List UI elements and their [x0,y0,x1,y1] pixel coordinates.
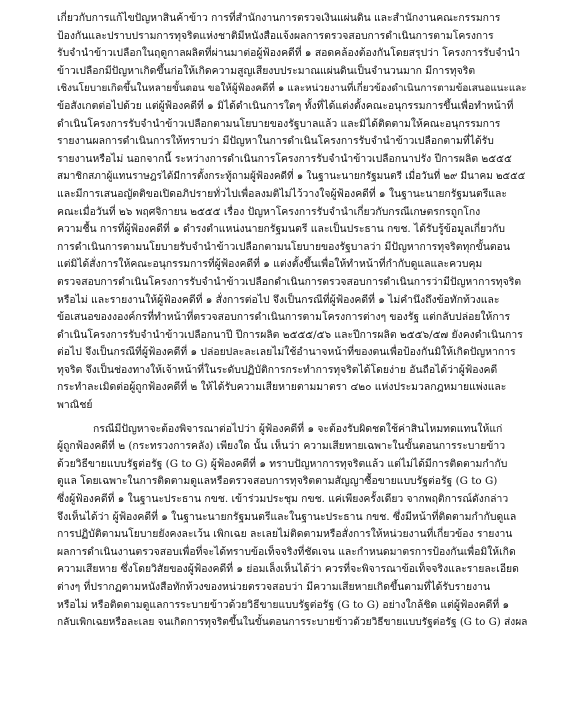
text-line: จึงเห็นได้ว่า ผู้ฟ้องคดีที่ ๑ ในฐานะนายกรัฐมนตรีและในฐานะประธาน กขช. ซึ่งมีหน้าที่ติดตามกำกับดูแล [57,510,517,523]
text-line: ดูแล โดยเฉพาะในการติดตามดูแลหรือตรวจสอบการทุจริตตามสัญญาซื้อขายแบบรัฐต่อรัฐ (G to G) [57,475,498,488]
text-line: แต่มิได้สั่งการให้คณะอนุกรรมการที่ผู้ฟ้องคดีที่ ๑ แต่งตั้งขึ้นเพื่อให้ทำหน้าที่กำกับดูแลและควบคุม [57,258,483,271]
text-line: รายงานหรือไม่ นอกจากนี้ ระหว่างการดำเนินการโครงการรับจำนำข้าวเปลือกนาปรัง ปีการผลิต ๒๕๕๕ [57,152,512,165]
text-line: การปฏิบัติตามนโยบายยังคงละเว้น เพิกเฉย ละเลยไม่ติดตามหรือสั่งการให้หน่วยงานที่เกี่ยวข้อง รายงาน [57,528,513,541]
paragraph-2 [57,421,527,632]
text-line: ความชื้น การที่ผู้ฟ้องคดีที่ ๑ ดำรงตำแหน่งนายกรัฐมนตรี และเป็นประธาน กขช. ได้รับรู้ข้อมูลเกี่ยวกับ [57,223,505,236]
text-line: หรือไม่ และรายงานให้ผู้ฟ้องคดีที่ ๑ สั่งการต่อไป จึงเป็นกรณีที่ผู้ฟ้องคดีที่ ๑ ไม่คำนึงถึงข้อทักท้วงและ [57,293,500,306]
text-line: ซึ่งผู้ฟ้องคดีที่ ๑ ในฐานะประธาน กขช. เข้าร่วมประชุม กขช. แค่เพียงครั้งเดียว จากพฤติการณ์ดังกล่าว [57,493,509,506]
text-line: สมาชิกสภาผู้แทนราษฎรได้มีการตั้งกระทู้ถามผู้ฟ้องคดีที่ ๑ ในฐานะนายกรัฐมนตรี เมื่อวันที่ ๒๙ มีนาคม ๒๕๕๕ [57,171,526,183]
text-line: ด้วยวิธีขายแบบรัฐต่อรัฐ (G to G) ผู้ฟ้องคดีที่ ๑ ทราบปัญหาการทุจริตแล้ว แต่ไม่ได้มีการติดตามกำกับ [57,457,508,470]
text-line: กลับเพิกเฉยหรือละเลย จนเกิดการทุจริตขึ้นในขั้นตอนการระบายข้าวด้วยวิธีขายแบบรัฐต่อรัฐ (G to G) ส่งผล [57,617,527,629]
text-line: เกี่ยวกับการแก้ไขปัญหาสินค้าข้าว การที่สำนักงานการตรวจเงินแผ่นดิน และสำนักงานคณะกรรมการ [57,12,501,24]
text-line: ความเสียหาย ซึ่งโดยวิสัยของผู้ฟ้องคดีที่ ๑ ย่อมเล็งเห็นได้ว่า ควรที่จะพิจารณาข้อเท็จจริงและรายละเอียด [57,563,519,576]
text-line: ผลการดำเนินงานตรวจสอบเพื่อที่จะได้ทราบข้อเท็จจริงที่ชัดเจน และกำหนดมาตรการป้องกันเพื่อมิให้เกิด [57,545,516,558]
text-line: หรือไม่ หรือติดตามดูแลการระบายข้าวด้วยวิธีขายแบบรัฐต่อรัฐ (G to G) อย่างใกล้ชิด แต่ผู้ฟ้องคดีที่ ๑ [57,598,510,611]
text-line: เชิงนโยบายเกิดขึ้นในหลายขั้นตอน ขอให้ผู้ฟ้องคดีที่ ๑ และหน่วยงานที่เกี่ยวข้องดำเนินการตามข้อเสนอแนะและ [57,83,527,95]
text-line: รายงานผลการดำเนินการให้ทราบว่า มีปัญหาในการดำเนินโครงการรับจำนำข้าวเปลือกตามที่ได้รับ [57,135,494,148]
document-body [57,10,527,632]
text-line: ผู้ถูกฟ้องคดีที่ ๒ (กระทรวงการคลัง) เพียงใด นั้น เห็นว่า ความเสียหายเฉพาะในขั้นตอนการระบายข้าว [57,440,506,453]
text-line: กระทำละเมิดต่อผู้ถูกฟ้องคดีที่ ๒ ให้ได้รับความเสียหายตามมาตรา ๔๒๐ แห่งประมวลกฎหมายแพ่งและ [57,381,507,394]
text-line: ข้าวเปลือกมีปัญหาเกิดขึ้นก่อให้เกิดความสูญเสียงบประมาณแผ่นดินเป็นจำนวนมาก มีการทุจริต [57,64,476,77]
text-line: ดำเนินโครงการรับจำนำข้าวเปลือกนาปี ปีการผลิต ๒๕๕๕/๕๖ และปีการผลิต ๒๕๕๖/๕๗ ยังคงดำเนินการ [57,328,523,341]
text-line: ข้อสังเกตต่อไปด้วย แต่ผู้ฟ้องคดีที่ ๑ มิได้ดำเนินการใดๆ ทั้งที่ได้แต่งตั้งคณะอนุกรรมการขึ้นเพื่อทำหน้าที่ [57,99,514,112]
text-line: ป้องกันและปราบปรามการทุจริตแห่งชาติมีหนังสือแจ้งผลการตรวจสอบการดำเนินการตามโครงการ [57,29,494,42]
text-line: การดำเนินการตามนโยบายรับจำนำข้าวเปลือกตามนโยบายของรัฐบาลว่า มีปัญหาการทุจริตทุกขั้นตอน [57,240,510,253]
text-line: และมีการเสนอญัตติขอเปิดอภิปรายทั่วไปเพื่อลงมติไม่ไว้วางใจผู้ฟ้องคดีที่ ๑ ในฐานะนายกรัฐมนตรีและ [57,187,507,200]
paragraph-1 [57,10,527,415]
text-line: ข้อเสนอของงองค์กรที่ทำหน้าที่ตรวจสอบการดำเนินการตามโครงการต่างๆ ของรัฐ แต่กลับปล่อยให้การ [57,311,511,324]
text-line: ทุจริต จึงเป็นช่องทางให้เจ้าหน้าที่ในระดับปฏิบัติการกระทำการทุจริตได้โดยง่าย อันถือได้ว่าผู้ฟ้องคดี [57,363,498,376]
text-line: คณะเมื่อวันที่ ๒๖ พฤศจิกายน ๒๕๕๕ เรื่อง ปัญหาโครงการรับจำนำเกี่ยวกับกรณีเกษตรกรถูกโกง [57,205,481,218]
text-line: ต่อไป จึงเป็นกรณีที่ผู้ฟ้องคดีที่ ๑ ปล่อยปละละเลยไม่ใช้อำนาจหน้าที่ของตนเพื่อป้องกันมิให้เกิดปัญหาการ [57,346,516,359]
text-line: ดำเนินโครงการรับจำนำข้าวเปลือกตามนโยบายของรัฐบาลแล้ว และมิได้ติดตามให้คณะอนุกรรมการ [57,117,501,130]
text-line: ตรวจสอบการดำเนินโครงการรับจำนำข้าวเปลือกดำเนินการตรวจสอบการดำเนินการว่ามีปัญหาการทุจริต [57,275,522,288]
text-line: พาณิชย์ [57,399,93,412]
text-line: กรณีมีปัญหาจะต้องพิจารณาต่อไปว่า ผู้ฟ้องคดีที่ ๑ จะต้องรับผิดชดใช้ค่าสินไหมทดแทนให้แก่ [93,422,503,435]
text-line: รับจำนำข้าวเปลือกในฤดูกาลผลิตที่ผ่านมาต่อผู้ฟ้องคดีที่ ๑ สอดคล้องต้องกันโดยสรุปว่า โครงการรับจำนำ [57,47,521,60]
text-line: ต่างๆ ที่ปรากฏตามหนังสือทักท้วงของหน่วยตรวจสอบว่า มีความเสียหายเกิดขึ้นตามที่ได้รับรายงาน [57,581,491,593]
